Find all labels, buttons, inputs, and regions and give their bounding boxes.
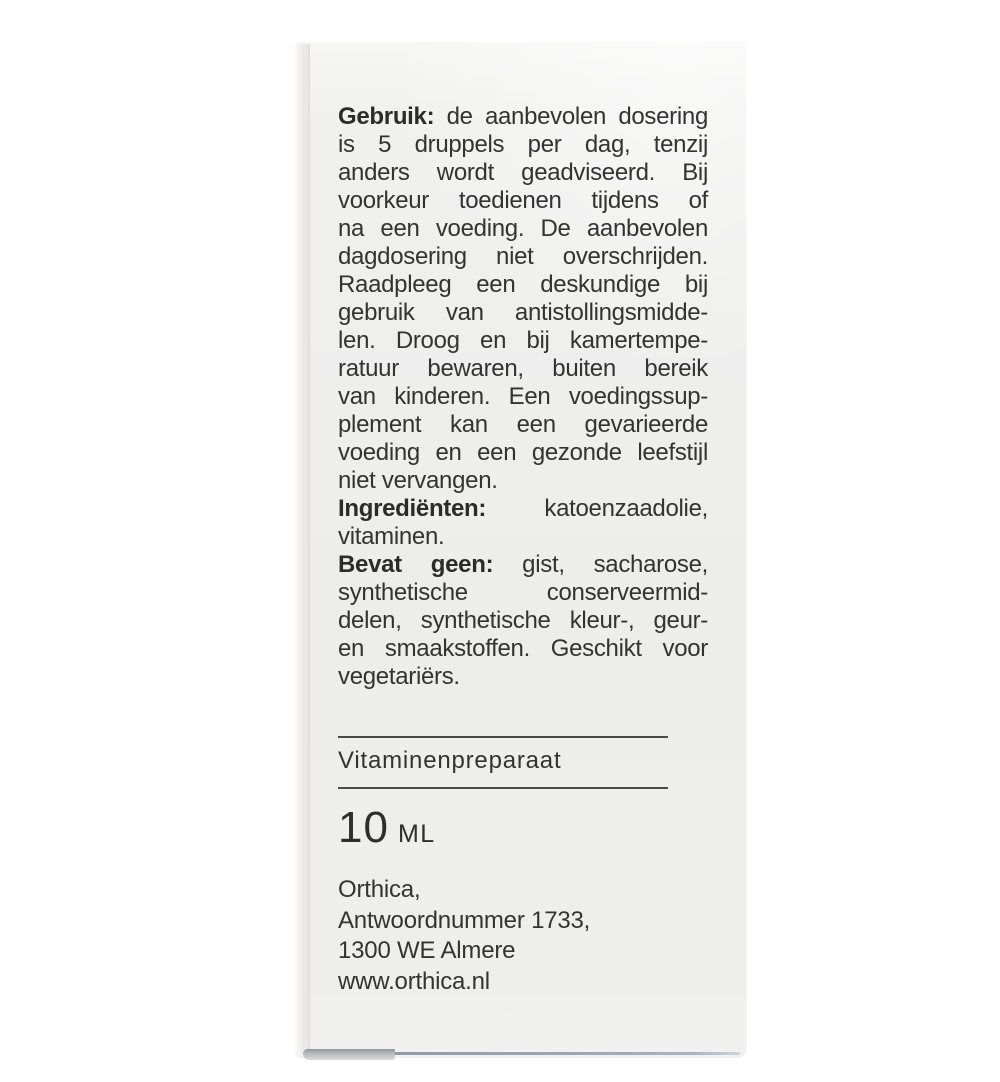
- body-line: Ingrediënten: katoenzaadolie,: [338, 495, 708, 522]
- body-line: vegetariërs.: [338, 663, 460, 690]
- body-line: len. Droog en bij kamertempe-: [338, 327, 708, 354]
- divider-bottom: [338, 787, 668, 789]
- address-line: www.orthica.nl: [338, 967, 490, 995]
- product-box: [295, 42, 747, 1058]
- volume-number: 10: [338, 803, 389, 852]
- address-block: [338, 875, 590, 997]
- body-line: vitaminen.: [338, 523, 445, 550]
- box-left-edge: [295, 44, 310, 1054]
- address-line: 1300 WE Almere: [338, 937, 516, 964]
- volume: [338, 804, 436, 852]
- body-line: voorkeur toedienen tijdens of: [338, 187, 708, 214]
- body-line: plement kan een gevarieerde: [338, 411, 708, 438]
- divider-top: [338, 736, 668, 738]
- label-content: [338, 42, 708, 1058]
- category-label: Vitaminenpreparaat: [338, 747, 562, 774]
- body-line: niet vervangen.: [338, 467, 498, 494]
- volume-unit: ML: [397, 820, 436, 848]
- address-line: Orthica,: [338, 876, 421, 903]
- body-line: Gebruik: de aanbevolen dosering: [338, 103, 708, 130]
- body-line: ratuur bewaren, buiten bereik: [338, 355, 708, 382]
- body-line: anders wordt geadviseerd. Bij: [338, 159, 708, 186]
- body-line: dagdosering niet overschrijden.: [338, 243, 708, 270]
- body-text: [338, 103, 708, 691]
- body-line: Bevat geen: gist, sacharose,: [338, 551, 708, 578]
- body-line: van kinderen. Een voedingssup-: [338, 383, 708, 410]
- box-bottom-flap: [303, 1049, 395, 1060]
- body-line: synthetische conserveermid-: [338, 579, 708, 606]
- body-line: is 5 druppels per dag, tenzij: [338, 131, 708, 158]
- address-line: Antwoordnummer 1733,: [338, 906, 591, 934]
- box-bottom-edge: [337, 1052, 740, 1055]
- body-line: gebruik van antistollingsmidde-: [338, 299, 708, 326]
- body-line: na een voeding. De aanbevolen: [338, 215, 708, 242]
- body-line: voeding en een gezonde leefstijl: [338, 439, 708, 466]
- body-line: en smaakstoffen. Geschikt voor: [338, 635, 708, 662]
- body-line: delen, synthetische kleur-, geur-: [338, 607, 708, 634]
- body-line: Raadpleeg een deskundige bij: [338, 271, 708, 298]
